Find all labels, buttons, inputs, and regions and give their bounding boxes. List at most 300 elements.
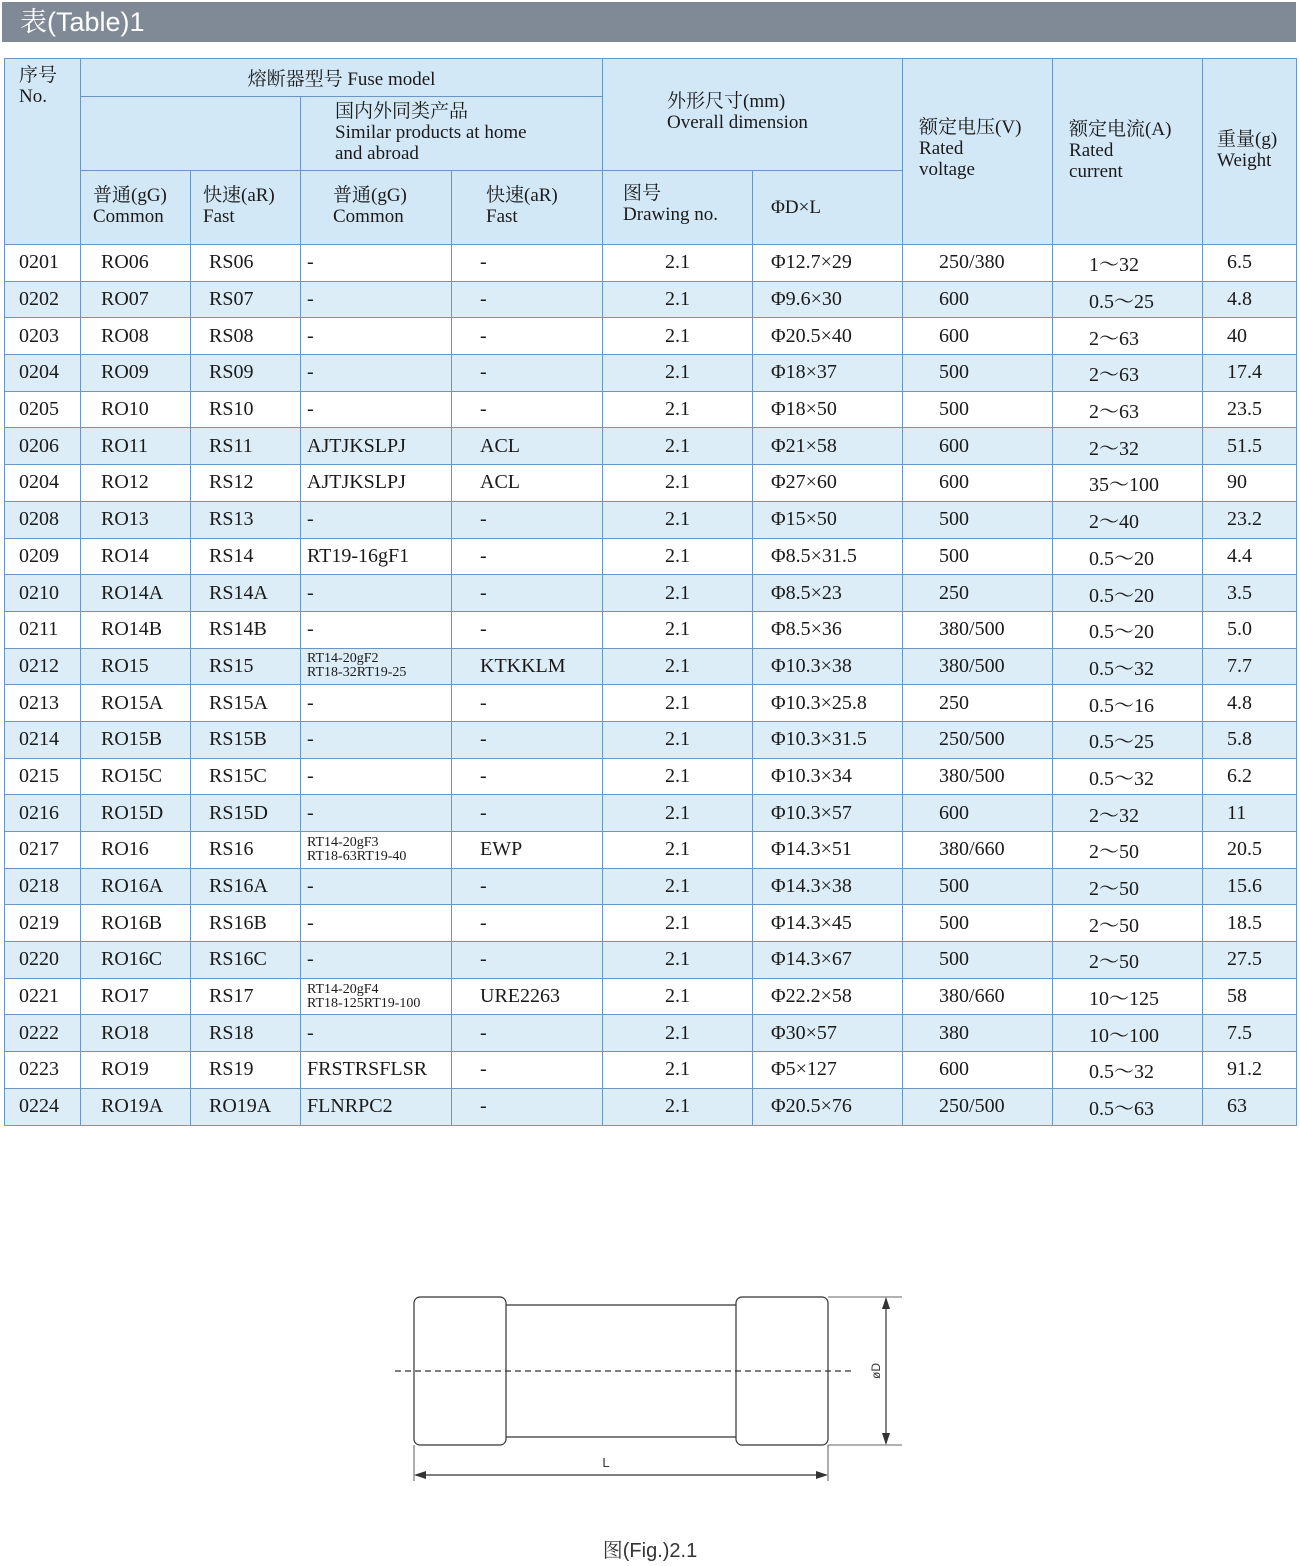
cell-drawing: 2.1 (603, 501, 753, 538)
table-row (5, 1015, 1297, 1052)
cell-similar-common: - (301, 905, 452, 942)
fuse-dimension-drawing (390, 1285, 910, 1495)
cell-fast: RS15A (191, 685, 301, 722)
cell-voltage: 500 (903, 538, 1053, 575)
cell-common: RO14 (81, 538, 191, 575)
cell-no: 0218 (5, 868, 81, 905)
cell-dimension: Φ20.5×40 (753, 318, 903, 355)
table-row (5, 538, 1297, 575)
cell-common: RO14B (81, 611, 191, 648)
cell-similar-common (301, 978, 452, 1015)
cell-drawing: 2.1 (603, 685, 753, 722)
cell-voltage: 600 (903, 1052, 1053, 1089)
cell-similar-fast: - (452, 318, 603, 355)
similar-common-line-1: RT14-20gF4 (307, 981, 379, 997)
cell-drawing: 2.1 (603, 978, 753, 1015)
table-row (5, 465, 1297, 502)
cell-voltage: 600 (903, 281, 1053, 318)
cell-similar-common: - (301, 281, 452, 318)
cell-weight: 63 (1203, 1088, 1297, 1125)
cell-current: 1～32 (1053, 245, 1203, 282)
header-fast-en: Fast (203, 206, 235, 227)
header-no-cn: 序号 (19, 65, 58, 86)
header-similar (301, 97, 603, 171)
cell-voltage: 600 (903, 428, 1053, 465)
header-similar-fast (452, 171, 603, 245)
cell-weight: 3.5 (1203, 575, 1297, 612)
cell-voltage: 380 (903, 1015, 1053, 1052)
cell-dimension: Φ18×50 (753, 391, 903, 428)
cell-current: 0.5～32 (1053, 1052, 1203, 1089)
header-dxl-label: ΦD×L (771, 197, 821, 218)
cell-fast: RS12 (191, 465, 301, 502)
cell-no: 0216 (5, 795, 81, 832)
cell-similar-fast: - (452, 721, 603, 758)
cell-fast: RS15B (191, 721, 301, 758)
cell-voltage: 600 (903, 318, 1053, 355)
cell-voltage: 600 (903, 465, 1053, 502)
cell-weight: 91.2 (1203, 1052, 1297, 1089)
cell-fast: RS15D (191, 795, 301, 832)
cell-weight: 15.6 (1203, 868, 1297, 905)
cell-weight: 20.5 (1203, 832, 1297, 869)
cell-common: RO15 (81, 648, 191, 685)
cell-current: 0.5～20 (1053, 575, 1203, 612)
cell-similar-fast: ACL (452, 465, 603, 502)
cell-current: 35～100 (1053, 465, 1203, 502)
cell-no: 0204 (5, 355, 81, 392)
cell-current: 2～63 (1053, 318, 1203, 355)
cell-dimension: Φ10.3×57 (753, 795, 903, 832)
cell-current: 10～100 (1053, 1015, 1203, 1052)
cell-common: RO06 (81, 245, 191, 282)
cell-fast: RS15 (191, 648, 301, 685)
cell-dimension: Φ8.5×31.5 (753, 538, 903, 575)
cell-no: 0204 (5, 465, 81, 502)
cell-no: 0201 (5, 245, 81, 282)
arrow-up-icon (882, 1297, 890, 1309)
header-dimension-en: Overall dimension (667, 112, 808, 133)
cell-no: 0209 (5, 538, 81, 575)
header-similar-common-en: Common (333, 206, 404, 227)
cell-voltage: 250 (903, 685, 1053, 722)
cell-drawing: 2.1 (603, 795, 753, 832)
cell-current: 0.5～25 (1053, 721, 1203, 758)
cell-drawing: 2.1 (603, 318, 753, 355)
cell-weight: 40 (1203, 318, 1297, 355)
header-blank (81, 97, 301, 171)
figure-caption: 图(Fig.)2.1 (602, 1540, 698, 1562)
cell-no: 0222 (5, 1015, 81, 1052)
cell-similar-common: - (301, 1015, 452, 1052)
cell-similar-common: - (301, 611, 452, 648)
cell-similar-common: - (301, 758, 452, 795)
cell-similar-fast: EWP (452, 832, 603, 869)
cell-common: RO15D (81, 795, 191, 832)
header-current-cn: 额定电流(A) (1069, 119, 1172, 140)
table-row (5, 1052, 1297, 1089)
cell-similar-common: - (301, 575, 452, 612)
cell-voltage: 380/660 (903, 832, 1053, 869)
cell-voltage: 250/500 (903, 1088, 1053, 1125)
arrow-left-icon (414, 1471, 426, 1479)
cell-weight: 4.4 (1203, 538, 1297, 575)
header-current-en1: Rated (1069, 140, 1114, 161)
cell-current: 2～50 (1053, 832, 1203, 869)
cell-drawing: 2.1 (603, 611, 753, 648)
cell-dimension: Φ10.3×34 (753, 758, 903, 795)
cell-no: 0224 (5, 1088, 81, 1125)
cell-no: 0220 (5, 942, 81, 979)
header-drawing-cn: 图号 (623, 183, 662, 204)
header-similar-common-cn: 普通(gG) (333, 185, 407, 206)
cell-dimension: Φ27×60 (753, 465, 903, 502)
arrow-right-icon (816, 1471, 828, 1479)
cell-common: RO15B (81, 721, 191, 758)
cell-fast: RS14 (191, 538, 301, 575)
header-similar-fast-cn: 快速(aR) (486, 185, 558, 206)
cell-fast: RS16B (191, 905, 301, 942)
header-voltage-en2: voltage (919, 159, 975, 180)
header-weight (1203, 59, 1297, 245)
similar-common-line-2: RT18-63RT19-40 (307, 848, 407, 864)
header-no-en: No. (19, 86, 47, 107)
cell-no: 0215 (5, 758, 81, 795)
header-row-1 (5, 59, 1297, 97)
cell-weight: 17.4 (1203, 355, 1297, 392)
cell-common: RO15C (81, 758, 191, 795)
cell-voltage: 500 (903, 355, 1053, 392)
cell-fast: RS11 (191, 428, 301, 465)
header-weight-en: Weight (1217, 150, 1272, 171)
cell-drawing: 2.1 (603, 538, 753, 575)
cell-similar-common: FRSTRSFLSR (301, 1052, 452, 1089)
cell-similar-common: - (301, 391, 452, 428)
cell-similar-fast: KTKKLM (452, 648, 603, 685)
header-voltage-en1: Rated (919, 138, 964, 159)
cell-weight: 23.2 (1203, 501, 1297, 538)
cell-drawing: 2.1 (603, 465, 753, 502)
cell-no: 0211 (5, 611, 81, 648)
cell-weight: 6.2 (1203, 758, 1297, 795)
cell-common: RO13 (81, 501, 191, 538)
table-row (5, 501, 1297, 538)
table-row (5, 942, 1297, 979)
cell-current: 10～125 (1053, 978, 1203, 1015)
table-row (5, 611, 1297, 648)
cell-dimension: Φ10.3×31.5 (753, 721, 903, 758)
cell-fast: RS17 (191, 978, 301, 1015)
cell-similar-fast: URE2263 (452, 978, 603, 1015)
header-common (81, 171, 191, 245)
cell-similar-common (301, 648, 452, 685)
table-row (5, 978, 1297, 1015)
cell-voltage: 500 (903, 868, 1053, 905)
cell-similar-common: AJTJKSLPJ (301, 428, 452, 465)
cell-weight: 4.8 (1203, 685, 1297, 722)
cell-voltage: 500 (903, 905, 1053, 942)
cell-weight: 6.5 (1203, 245, 1297, 282)
cell-similar-fast: - (452, 245, 603, 282)
cell-similar-common: - (301, 685, 452, 722)
cell-drawing: 2.1 (603, 355, 753, 392)
cell-current: 2～63 (1053, 391, 1203, 428)
cell-weight: 7.7 (1203, 648, 1297, 685)
cell-similar-fast: - (452, 685, 603, 722)
table-title-bar (2, 2, 1296, 42)
cell-similar-fast: - (452, 501, 603, 538)
cell-voltage: 500 (903, 942, 1053, 979)
cell-drawing: 2.1 (603, 1015, 753, 1052)
cell-similar-fast: - (452, 1052, 603, 1089)
header-dxl (753, 171, 903, 245)
cell-current: 2～40 (1053, 501, 1203, 538)
cell-common: RO18 (81, 1015, 191, 1052)
cell-dimension: Φ14.3×67 (753, 942, 903, 979)
cell-common: RO19 (81, 1052, 191, 1089)
cell-common: RO11 (81, 428, 191, 465)
table-row (5, 685, 1297, 722)
cell-current: 0.5～63 (1053, 1088, 1203, 1125)
cell-current: 0.5～25 (1053, 281, 1203, 318)
cell-no: 0213 (5, 685, 81, 722)
table-title: 表(Table)1 (20, 7, 145, 37)
cell-similar-fast: - (452, 611, 603, 648)
cell-dimension: Φ12.7×29 (753, 245, 903, 282)
cell-no: 0217 (5, 832, 81, 869)
cell-weight: 51.5 (1203, 428, 1297, 465)
cell-weight: 18.5 (1203, 905, 1297, 942)
cell-fast: RS19 (191, 1052, 301, 1089)
cell-no: 0206 (5, 428, 81, 465)
cell-fast: RS14A (191, 575, 301, 612)
table-row (5, 318, 1297, 355)
cell-dimension: Φ14.3×51 (753, 832, 903, 869)
cell-fast: RO19A (191, 1088, 301, 1125)
cell-weight: 11 (1203, 795, 1297, 832)
cell-dimension: Φ14.3×45 (753, 905, 903, 942)
cell-dimension: Φ30×57 (753, 1015, 903, 1052)
cell-dimension: Φ8.5×36 (753, 611, 903, 648)
cell-fast: RS16 (191, 832, 301, 869)
cell-fast: RS16C (191, 942, 301, 979)
cell-common: RO16B (81, 905, 191, 942)
cell-dimension: Φ21×58 (753, 428, 903, 465)
cell-dimension: Φ20.5×76 (753, 1088, 903, 1125)
cell-dimension: Φ18×37 (753, 355, 903, 392)
cell-weight: 23.5 (1203, 391, 1297, 428)
cell-current: 2～32 (1053, 795, 1203, 832)
cell-dimension: Φ9.6×30 (753, 281, 903, 318)
table-row (5, 648, 1297, 685)
cell-common: RO16 (81, 832, 191, 869)
cell-drawing: 2.1 (603, 1088, 753, 1125)
header-common-en: Common (93, 206, 164, 227)
cell-drawing: 2.1 (603, 905, 753, 942)
fuse-spec-table (4, 58, 1297, 1126)
similar-common-line-1: RT14-20gF3 (307, 834, 379, 850)
cell-similar-common: - (301, 795, 452, 832)
cell-current: 2～50 (1053, 868, 1203, 905)
cell-drawing: 2.1 (603, 721, 753, 758)
cell-similar-fast: - (452, 1015, 603, 1052)
cell-dimension: Φ22.2×58 (753, 978, 903, 1015)
header-weight-cn: 重量(g) (1217, 129, 1278, 150)
cell-similar-common: - (301, 355, 452, 392)
cell-similar-fast: - (452, 905, 603, 942)
cell-voltage: 380/500 (903, 611, 1053, 648)
header-dimension-cn: 外形尺寸(mm) (667, 91, 786, 112)
table-body (5, 245, 1297, 1126)
cell-no: 0214 (5, 721, 81, 758)
cell-current: 2～32 (1053, 428, 1203, 465)
cell-current: 0.5～20 (1053, 538, 1203, 575)
header-fuse-model-label: 熔断器型号 Fuse model (247, 69, 436, 90)
cell-voltage: 250/380 (903, 245, 1053, 282)
similar-common-line-1: RT14-20gF2 (307, 651, 379, 667)
cell-similar-common: - (301, 501, 452, 538)
cell-similar-fast: - (452, 538, 603, 575)
cell-similar-common: - (301, 868, 452, 905)
table-row (5, 575, 1297, 612)
cell-fast: RS10 (191, 391, 301, 428)
cell-dimension: Φ10.3×25.8 (753, 685, 903, 722)
cell-fast: RS18 (191, 1015, 301, 1052)
table-row (5, 245, 1297, 282)
cell-fast: RS13 (191, 501, 301, 538)
cell-similar-fast: - (452, 868, 603, 905)
cell-drawing: 2.1 (603, 648, 753, 685)
similar-common-line-2: RT18-125RT19-100 (307, 995, 421, 1011)
cell-voltage: 380/660 (903, 978, 1053, 1015)
cell-voltage: 250 (903, 575, 1053, 612)
cell-weight: 5.8 (1203, 721, 1297, 758)
arrow-down-icon (882, 1433, 890, 1445)
header-dimension (603, 59, 903, 171)
diameter-label: øD (869, 1363, 883, 1379)
cell-fast: RS16A (191, 868, 301, 905)
cell-weight: 7.5 (1203, 1015, 1297, 1052)
cell-drawing: 2.1 (603, 575, 753, 612)
cell-fast: RS08 (191, 318, 301, 355)
cell-similar-fast: - (452, 281, 603, 318)
cell-common: RO14A (81, 575, 191, 612)
cell-dimension: Φ8.5×23 (753, 575, 903, 612)
cell-similar-common: FLNRPC2 (301, 1088, 452, 1125)
cell-dimension: Φ15×50 (753, 501, 903, 538)
cell-similar-fast: - (452, 758, 603, 795)
cell-current: 0.5～32 (1053, 648, 1203, 685)
cell-voltage: 250/500 (903, 721, 1053, 758)
cell-drawing: 2.1 (603, 428, 753, 465)
cell-drawing: 2.1 (603, 281, 753, 318)
cell-weight: 4.8 (1203, 281, 1297, 318)
cell-common: RO17 (81, 978, 191, 1015)
cell-drawing: 2.1 (603, 758, 753, 795)
cell-current: 2～50 (1053, 942, 1203, 979)
cell-fast: RS07 (191, 281, 301, 318)
header-current (1053, 59, 1203, 245)
cell-common: RO12 (81, 465, 191, 502)
cell-common: RO08 (81, 318, 191, 355)
cell-dimension: Φ5×127 (753, 1052, 903, 1089)
cell-no: 0203 (5, 318, 81, 355)
cell-dimension: Φ10.3×38 (753, 648, 903, 685)
header-voltage (903, 59, 1053, 245)
header-similar-fast-en: Fast (486, 206, 518, 227)
cell-no: 0202 (5, 281, 81, 318)
cell-common: RO10 (81, 391, 191, 428)
cell-weight: 58 (1203, 978, 1297, 1015)
cell-similar-common: RT19-16gF1 (301, 538, 452, 575)
cell-no: 0221 (5, 978, 81, 1015)
header-voltage-cn: 额定电压(V) (919, 117, 1022, 138)
cell-dimension: Φ14.3×38 (753, 868, 903, 905)
cell-no: 0219 (5, 905, 81, 942)
table-row (5, 281, 1297, 318)
header-fast (191, 171, 301, 245)
cell-similar-common: - (301, 245, 452, 282)
cell-current: 0.5～32 (1053, 758, 1203, 795)
cell-similar-fast: - (452, 355, 603, 392)
cell-drawing: 2.1 (603, 832, 753, 869)
cell-similar-common: AJTJKSLPJ (301, 465, 452, 502)
header-no (5, 59, 81, 245)
header-similar-cn: 国内外同类产品 (335, 101, 469, 122)
header-drawing-en: Drawing no. (623, 204, 718, 225)
cell-current: 0.5～16 (1053, 685, 1203, 722)
cell-drawing: 2.1 (603, 942, 753, 979)
cell-similar-fast: ACL (452, 428, 603, 465)
header-common-cn: 普通(gG) (93, 185, 167, 206)
cell-voltage: 500 (903, 391, 1053, 428)
table-row (5, 832, 1297, 869)
table-row (5, 428, 1297, 465)
cell-fast: RS09 (191, 355, 301, 392)
cell-voltage: 500 (903, 501, 1053, 538)
table-row (5, 1088, 1297, 1125)
cell-similar-common: - (301, 721, 452, 758)
cell-fast: RS06 (191, 245, 301, 282)
cell-no: 0205 (5, 391, 81, 428)
header-similar-en2: and abroad (335, 143, 419, 164)
header-drawing (603, 171, 753, 245)
cell-fast: RS14B (191, 611, 301, 648)
cell-current: 2～50 (1053, 905, 1203, 942)
table-row (5, 905, 1297, 942)
table-row (5, 795, 1297, 832)
cell-similar-fast: - (452, 1088, 603, 1125)
length-label: L (602, 1455, 610, 1470)
table-row (5, 721, 1297, 758)
cell-voltage: 380/500 (903, 648, 1053, 685)
cell-no: 0210 (5, 575, 81, 612)
cell-fast: RS15C (191, 758, 301, 795)
cell-weight: 90 (1203, 465, 1297, 502)
table-row (5, 391, 1297, 428)
cell-common: RO19A (81, 1088, 191, 1125)
cell-similar-fast: - (452, 795, 603, 832)
header-current-en2: current (1069, 161, 1123, 182)
header-fuse-model (81, 59, 603, 97)
cell-similar-common: - (301, 318, 452, 355)
cell-weight: 27.5 (1203, 942, 1297, 979)
cell-drawing: 2.1 (603, 1052, 753, 1089)
cell-current: 0.5～20 (1053, 611, 1203, 648)
header-similar-common (301, 171, 452, 245)
cell-drawing: 2.1 (603, 868, 753, 905)
table-row (5, 868, 1297, 905)
